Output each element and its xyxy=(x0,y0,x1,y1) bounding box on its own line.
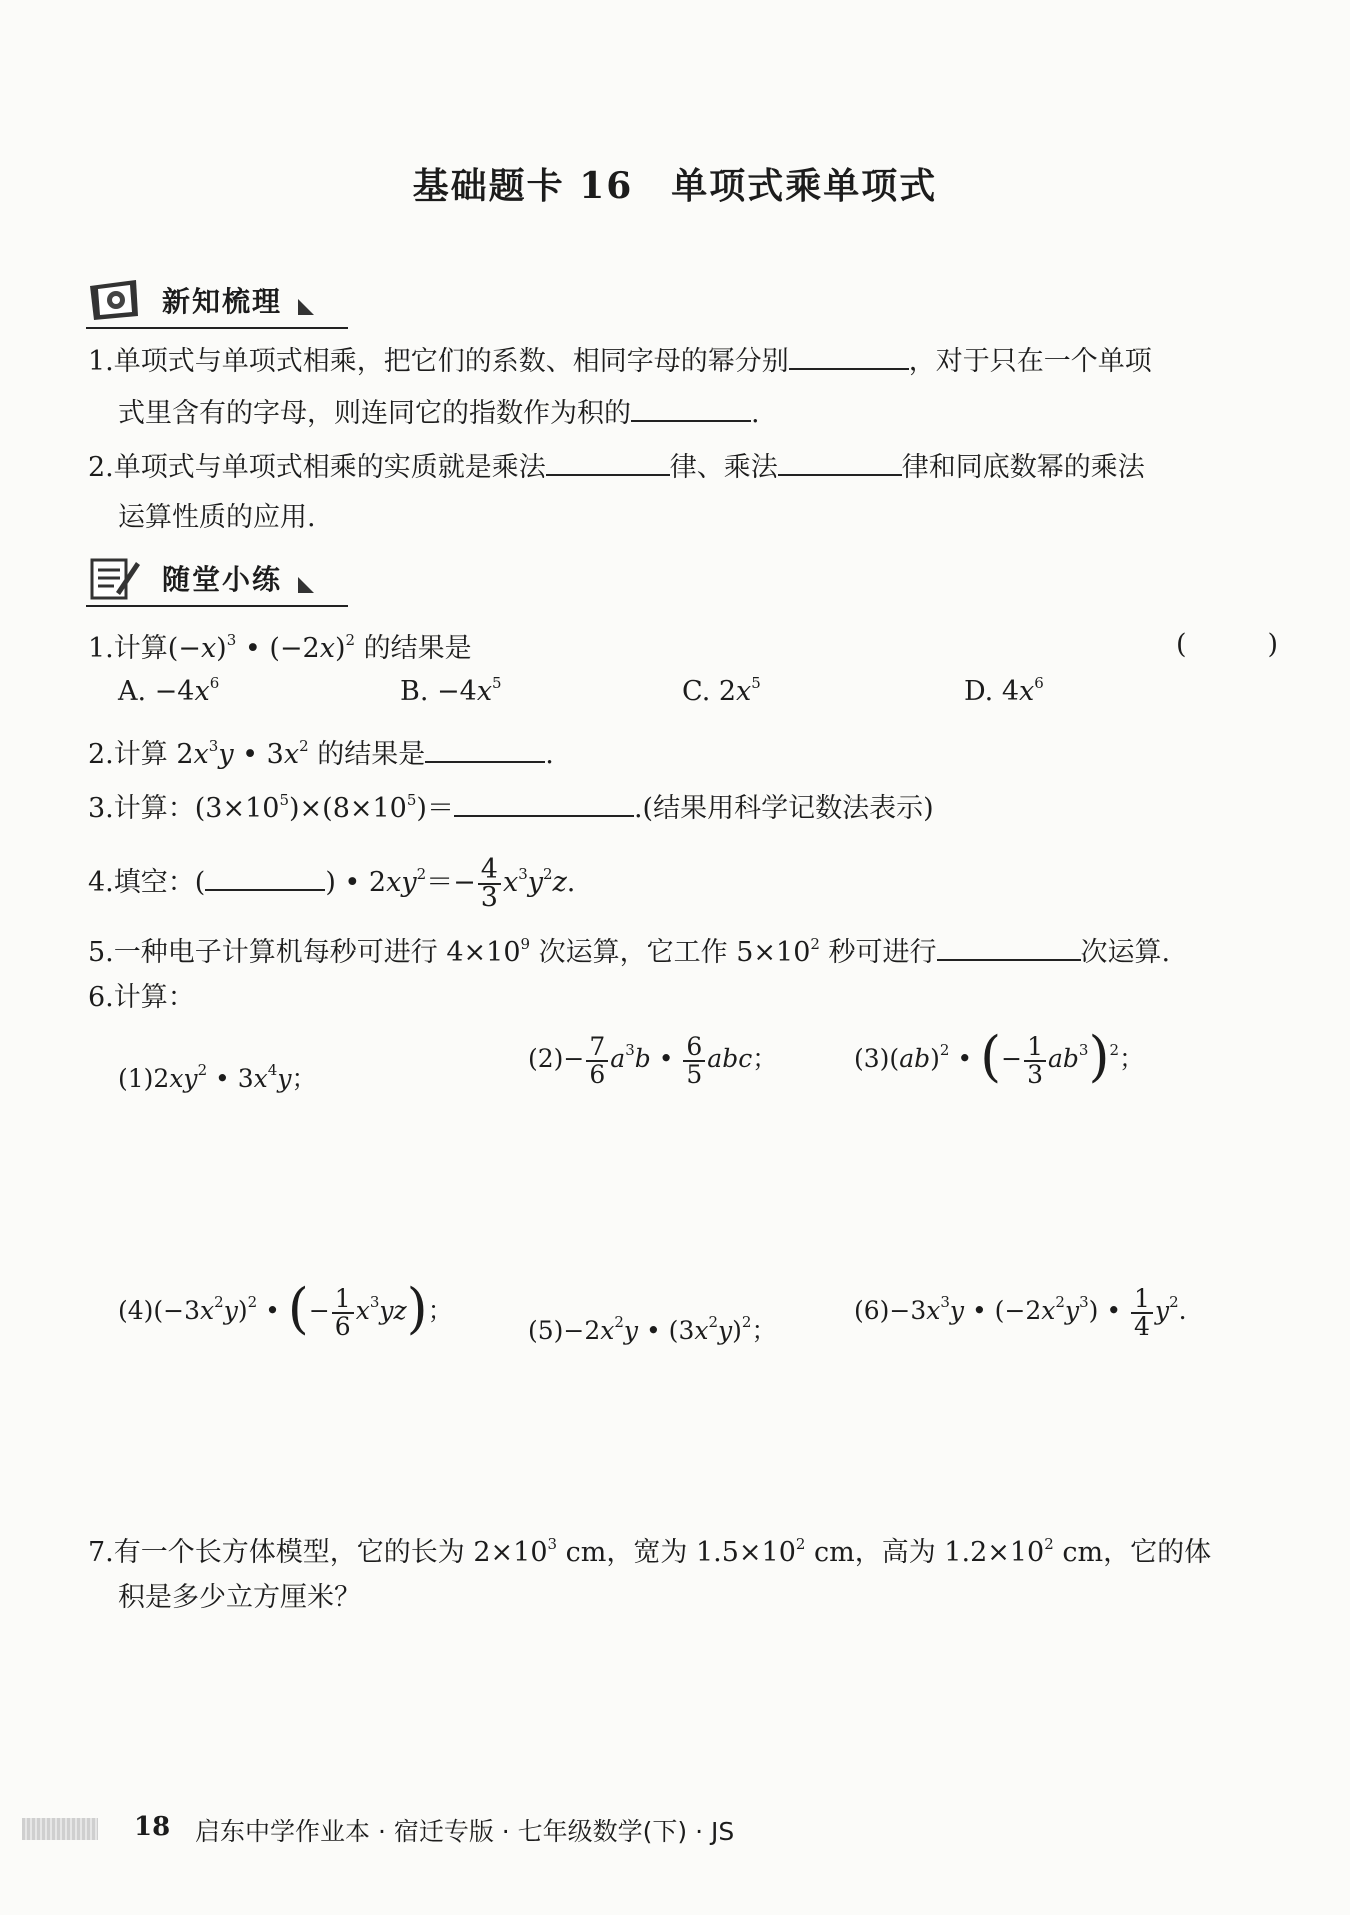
answer-blank[interactable] xyxy=(546,446,670,476)
answer-blank[interactable] xyxy=(631,392,751,422)
s2-q7-line2: 积是多少立方厘米？ xyxy=(118,1582,361,1613)
section-title: 新知梳理 xyxy=(162,285,283,318)
book-title: 启东中学作业本 · 宿迁专版 · 七年级数学(下) · JS xyxy=(195,1817,735,1846)
answer-blank[interactable] xyxy=(425,733,545,763)
s2-q1: 1.计算$(-x)^3$ • $(-2x)^2$ 的结果是 xyxy=(88,631,472,664)
q6-part6: $(6)-3x^3y$ • $(-2x^2y^3)$ • $\frac{1}{4}$ $y^2$. xyxy=(854,1283,1187,1341)
s2-q5: 5.一种电子计算机每秒可进行 $4\times 10^9$ 次运算，它工作 $5\times 10^2$ 秒可进行 次运算. xyxy=(88,926,1170,971)
option-a[interactable]: A. $-4x^6$ xyxy=(118,674,220,707)
s1-q2-line2: 运算性质的应用. xyxy=(118,502,316,533)
s2-q7-line1: 7.有一个长方体模型，它的长为 $2\times 10^3$ cm，宽为 $1.5\times 10^2$ cm，高为 $1.2\times 10^2$ cm，它的体 xyxy=(88,1535,1212,1568)
page-number: 18 xyxy=(134,1812,171,1842)
section-underline xyxy=(86,327,348,329)
s2-q4: 4.填空：( ) • $2xy^2=-$ $\frac{4}{3}$ $x^3y^2z$. xyxy=(88,853,576,913)
q6-part2: (2)− $\frac{7}{6}$ $a^3b$ • $\frac{6}{5}$ abc； xyxy=(528,1031,778,1089)
q6-part4: $(4)(-3x^2y)^2$ • (− $\frac{1}{6}$ $x^3yz$)； xyxy=(118,1277,453,1341)
option-c[interactable]: C. $2x^5$ xyxy=(682,674,761,707)
s1-q1-line2: 式里含有的字母，则连同它的指数作为积的 . xyxy=(118,392,760,432)
answer-blank[interactable] xyxy=(937,931,1081,961)
answer-blank[interactable] xyxy=(778,446,902,476)
section-title: 随堂小练 xyxy=(162,563,283,596)
triangle-marker-icon xyxy=(296,297,316,317)
s2-q2: 2.计算 $2x^3y$ • $3x^2$ 的结果是 . xyxy=(88,728,554,773)
answer-bracket[interactable]: ( ) xyxy=(1176,629,1279,660)
s2-q6: 6.计算： xyxy=(88,982,195,1013)
notebook-icon xyxy=(86,276,142,324)
q6-part1: $(1)2xy^2$ • $3x^4y$； xyxy=(118,1061,317,1093)
section-header-new-knowledge xyxy=(86,275,316,325)
footer-decoration xyxy=(22,1818,98,1840)
s2-q3: 3.计算：$(3\times 10^5)\times(8\times 10^5)=$ .(结果用科学记数法表示) xyxy=(88,782,934,827)
q6-part3: (3)(ab)$^2$ • (− $\frac{1}{3}$ $ab^3)^2$； xyxy=(854,1025,1145,1089)
pencil-note-icon xyxy=(86,554,142,602)
s1-q1-line1: 1.单项式与单项式相乘，把它们的系数、相同字母的幂分别 ，对于只在一个单项 xyxy=(88,340,1152,380)
answer-blank[interactable] xyxy=(454,787,634,817)
section-underline xyxy=(86,605,348,607)
page-title: 基础题卡 16 单项式乘单项式 xyxy=(412,165,938,207)
option-d[interactable]: D. $4x^6$ xyxy=(964,674,1044,707)
q6-part5: $(5)-2x^2y$ • $(3x^2y)^2$； xyxy=(528,1313,777,1345)
answer-blank[interactable] xyxy=(205,861,325,891)
option-b[interactable]: B. $-4x^5$ xyxy=(400,674,502,707)
triangle-marker-icon xyxy=(296,575,316,595)
page-footer xyxy=(0,1808,1350,1848)
section-header-practice xyxy=(86,553,316,603)
answer-blank[interactable] xyxy=(789,340,909,370)
s1-q2-line1: 2.单项式与单项式相乘的实质就是乘法 律、乘法 律和同底数幂的乘法 xyxy=(88,446,1145,486)
